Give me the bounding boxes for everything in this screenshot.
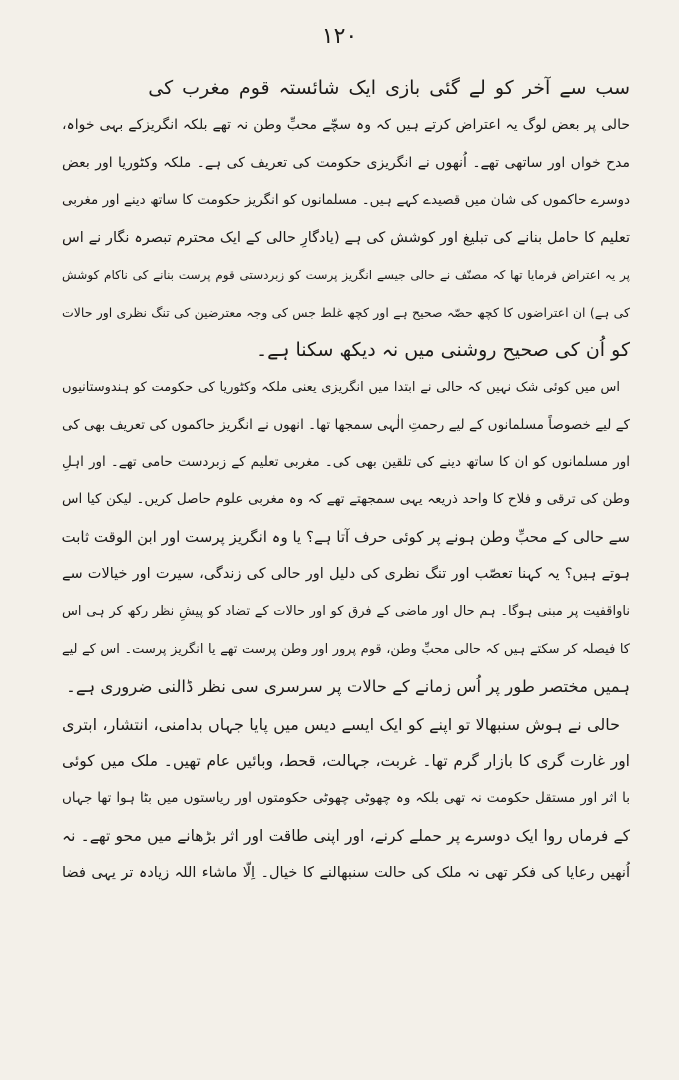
text-line: کا فیصلہ کر سکتے ہیں کہ حالی محبِّ وطن، قوم پرور اور وطن پرست تھے یا انگریز پرست۔ اس کے لیے [62, 641, 630, 657]
text-line: وطن کی ترقی و فلاح کا واحد ذریعہ یہی سمجھتے تھے کہ وہ مغربی علوم حاصل کریں۔ لیکن کیا اس [62, 491, 630, 508]
text-line: پر یہ اعتراض فرمایا تھا کہ مصنّف نے حالی جیسے انگریز پرست کو زبردستی قوم پرست بنانے کی ناکام کوشش [62, 267, 630, 282]
text-line: حالی پر بعض لوگ یہ اعتراض کرتے ہیں کہ وہ سچّے محبِّ وطن نہ تھے بلکہ انگریزکے بہی خواہ، [62, 117, 630, 134]
text-line: اور غارت گری کا بازار گرم تھا۔ غربت، جہالت، قحط، وبائیں عام تھیں۔ ملک میں کوئی [62, 752, 630, 771]
text-line: ناواقفیت پر مبنی ہوگا۔ ہم حال اور ماضی کے فرق کو اور حالات کے تضاد کو پیشِ نظر رکھ کر ہی اس [62, 604, 630, 620]
text-line: کو اُن کی صحیح روشنی میں نہ دیکھ سکنا ہے۔ [256, 338, 630, 361]
text-line: ہمیں مختصر طور پر اُس زمانے کے حالات پر سرسری سی نظر ڈالنی ضروری ہے۔ [66, 677, 630, 697]
text-line: اس میں کوئی شک نہیں کہ حالی نے ابتدا میں انگریزی یعنی ملکہ وکٹوریا کی حکومت کو ہندوستانیوں [62, 380, 620, 396]
text-line: سب سے آخر کو لے گئی بازی ایک شائستہ قوم مغرب کی [148, 77, 630, 99]
text-line: با اثر اور مستقل حکومت نہ تھی بلکہ وہ چھوٹی چھوٹی حکومتوں اور ریاستوں میں بٹا ہوا تھا جہاں [62, 790, 630, 807]
body-text [62, 70, 630, 893]
text-line: دوسرے حاکموں کی شان میں قصیدے کہے ہیں۔ مسلمانوں کو انگریز حکومت کا ساتھ دینے اور مغربی [62, 192, 630, 209]
text-line: مدح خواں اور ساتھی تھے۔ اُنھوں نے انگریزی حکومت کی تعریف کی ہے۔ ملکہ وکٹوریا اور بعض [62, 154, 630, 171]
text-line: کی ہے) ان اعتراضوں کا کچھ حصّہ صحیح ہے اور کچھ غلط جس کی وجہ معترضین کی تنگ نظری اور حالات [62, 305, 630, 321]
text-line: اُنھیں رعایا کی فکر تھی نہ ملک کی حالت سنبھالنے کا خیال۔ اِلّا ماشاء اللہ زیادہ تر یہی فضا [62, 865, 630, 882]
text-line: حالی نے ہوش سنبھالا تو اپنے کو ایک ایسے دیس میں پایا جہاں بدامنی، انتشار، ابتری [62, 714, 620, 734]
text-line: اور مسلمانوں کو ان کا ساتھ دینے کی تلقین بھی کی۔ مغربی تعلیم کے زبردست حامی تھے۔ اور اہلِ [62, 453, 630, 470]
page-number: ۱۲۰ [321, 24, 358, 49]
text-line: کے فرماں روا ایک دوسرے پر حملے کرنے، اور اپنی طاقت اور اثر بڑھانے میں محو تھے۔ نہ [62, 826, 630, 845]
text-line: تعلیم کا حامل بنانے کی تبلیغ اور کوشش کی ہے (یادگارِ حالی کے ایک محترم تبصرہ نگار نے اس [62, 229, 630, 246]
text-line: ہوتے ہیں؟ یہ کہنا تعصّب اور تنگ نظری کی دلیل اور حالی کی زندگی، سیرت اور خیالات سے [62, 566, 630, 583]
text-line: سے حالی کے محبِّ وطن ہونے پر کوئی حرف آتا ہے؟ یا وہ انگریز پرست اور ابن الوقت ثابت [62, 527, 630, 546]
text-line: کے لیے خصوصاً مسلمانوں کے لیے رحمتِ الٰہی سمجھا تھا۔ انھوں نے انگریز حاکموں کی تعریف بھی کی [62, 416, 630, 433]
